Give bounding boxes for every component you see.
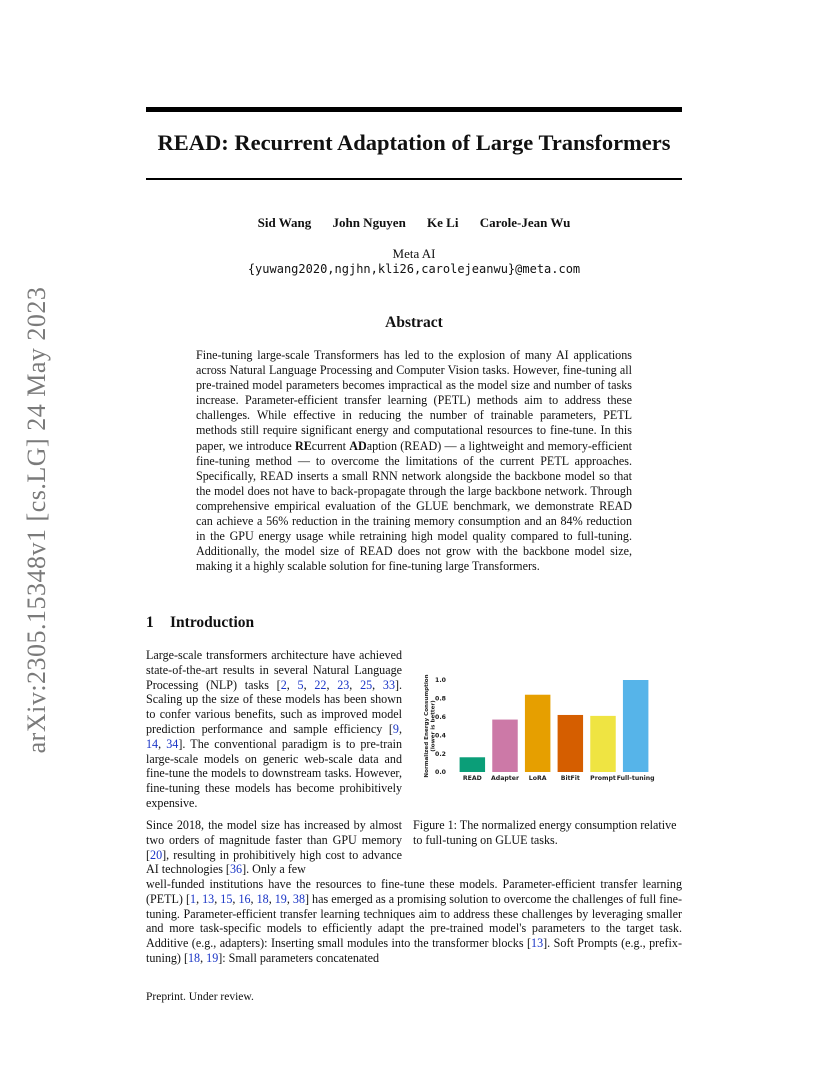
intro-paragraph-2: Since 2018, the model size has increased by almost two orders of magnitude faster than GPU memory [20], resulting in prohibitively high cost to advance AI technologies [36]. Only a few — [146, 818, 402, 877]
citation-link[interactable]: 25 — [360, 677, 373, 692]
citation-link[interactable]: 20 — [150, 847, 163, 862]
y-tick-label: 0.6 — [435, 714, 446, 721]
x-tick-label: READ — [462, 775, 482, 782]
citation-link[interactable]: 13 — [531, 936, 544, 951]
bar-prompt — [590, 716, 615, 772]
bar-full-tuning — [623, 680, 648, 772]
y-tick-label: 0.2 — [435, 750, 446, 758]
citation-link[interactable]: 13 — [202, 891, 215, 906]
arxiv-sidebar — [22, 280, 52, 760]
citation-link[interactable]: 19 — [274, 891, 287, 906]
citation-link[interactable]: 19 — [206, 950, 219, 965]
y-axis-label: Normalized Energy Consumption(lower is better) — [424, 674, 437, 778]
affiliation: Meta AI — [392, 246, 436, 261]
citation-link[interactable]: 16 — [238, 891, 251, 906]
author-emails: {yuwang2020,ngjhn,kli26,carolejeanwu}@meta.com — [247, 262, 581, 276]
citation-link[interactable]: 5 — [297, 677, 304, 692]
author-list — [146, 215, 682, 231]
intro-paragraph-1: Large-scale transformers architecture have achieved state-of-the-art results in several Natural Language Processing (NLP) tasks [2, 5, 22, 23, 25, 33]. Scaling up the size of these models has been shown to confer various benefits, such as improved model prediction performance and sample efficiency [9, 14, 34]. The conventional paradigm is to pre-train large-scale models on generic web-scale data and fine-tune the models to downstream tasks. However, fine-tuning these models has become prohibitively expensive. — [146, 648, 403, 810]
x-tick-label: Adapter — [490, 775, 520, 782]
figure-caption: Figure 1: The normalized energy consumption relative to full-tuning on GLUE tasks. — [413, 818, 677, 847]
y-tick-label: 0.0 — [435, 769, 446, 777]
title-top-rule — [146, 107, 682, 112]
citation-link[interactable]: 18 — [256, 891, 269, 906]
citation-link[interactable]: 22 — [314, 677, 327, 692]
section-title: Introduction — [170, 614, 255, 631]
x-tick-label: Full-tuning — [616, 775, 655, 782]
x-tick-label: LoRA — [528, 775, 547, 782]
y-tick-label: 0.4 — [435, 732, 446, 740]
y-tick-label: 1.0 — [435, 677, 446, 685]
author: John Nguyen — [332, 215, 406, 230]
author: Sid Wang — [257, 215, 312, 230]
citation-link[interactable]: 15 — [220, 891, 233, 906]
citation-link[interactable]: 34 — [166, 736, 179, 751]
x-tick-label: BitFit — [560, 775, 580, 782]
energy-bar-chart — [412, 672, 658, 790]
y-tick-label: 0.8 — [435, 695, 446, 703]
bar-read — [460, 757, 485, 772]
citation-link[interactable]: 36 — [229, 862, 243, 877]
citation-link[interactable]: 38 — [292, 891, 305, 906]
section-heading — [146, 614, 254, 632]
title-bottom-rule — [146, 178, 682, 180]
citation-link[interactable]: 18 — [188, 950, 201, 965]
citation-link[interactable]: 14 — [146, 736, 159, 751]
citation-link[interactable]: 1 — [190, 891, 197, 906]
paper-title: READ: Recurrent Adaptation of Large Transformers — [157, 130, 671, 155]
abstract-text: Fine-tuning large-scale Transformers has led to the explosion of many AI applications across Natural Language Processing and Computer Vision tasks. However, fine-tuning all pre-trained model parameters becomes impractical as the model size and number of tasks increase. Parameter-efficient transfer learning (PETL) methods aim to address these challenges. While effective in reducing the number of trainable parameters, PETL methods still require significant energy and computational resources to fine-tune. In this paper, we introduce REcurrent ADaption (READ) — a lightweight and memory-efficient fine-tuning method — to overcome the limitations of the current PETL approaches. Specifically, READ inserts a small RNN network alongside the backbone model so that the model does not have to back-propagate through the large backbone network. Through comprehensive empirical evaluation of the GLUE benchmark, we demonstrate READ can achieve a 56% reduction in the training memory consumption and an 84% reduction in the GPU energy usage while retraining high model quality compared to full-tuning. Additionally, the model size of READ does not grow with the backbone model size, making it a highly scalable solution for fine-tuning large Transformers. — [196, 348, 632, 574]
footer-note: Preprint. Under review. — [146, 991, 254, 1003]
x-tick-label: Prompt — [590, 775, 616, 782]
author: Carole-Jean Wu — [479, 215, 571, 230]
intro-paragraph-3: well-funded institutions have the resources to fine-tune these models. Parameter-efficient transfer learning (PETL) [1, 13, 15, 16, 18, 19, 38] has emerged as a promising solution to overcome the challenges of full fine-tuning. Parameter-efficient transfer learning techniques aim to address these challenges by leveraging smaller and more task-specific models to efficiently adapt the pre-trained model's parameters to the target task. Additive (e.g., adapters): Inserting small modules into the transformer blocks [13]. Soft Prompts (e.g., prefix-tuning) [18, 19]: Small parameters concatenated — [146, 877, 683, 965]
bar-lora — [525, 695, 550, 772]
bar-bitfit — [558, 715, 583, 772]
author: Ke Li — [427, 215, 459, 230]
citation-link[interactable]: 33 — [382, 677, 396, 692]
abstract-heading: Abstract — [385, 314, 443, 331]
citation-link[interactable]: 2 — [280, 677, 287, 692]
citation-link[interactable]: 9 — [392, 721, 399, 736]
bar-adapter — [492, 720, 517, 772]
arxiv-id: arXiv:2305.15348v1 [cs.LG] 24 May 2023 — [22, 286, 51, 754]
citation-link[interactable]: 23 — [337, 677, 350, 692]
section-number: 1 — [146, 614, 154, 631]
